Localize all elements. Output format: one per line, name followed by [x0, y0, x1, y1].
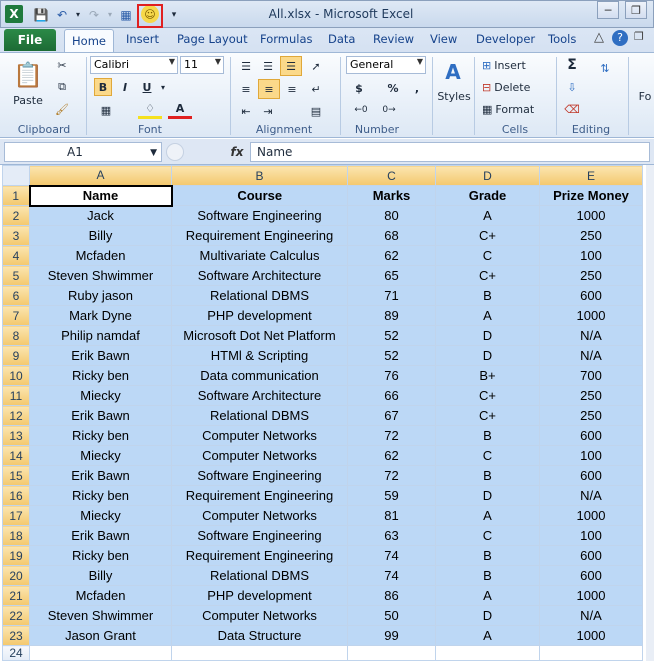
row-header[interactable]: 22: [3, 606, 30, 626]
cell-a2[interactable]: Jack: [30, 206, 172, 226]
empty-cell[interactable]: [348, 646, 436, 661]
format-cells-icon: ▦: [482, 102, 493, 116]
cell-e5[interactable]: 250: [540, 266, 643, 286]
row-header[interactable]: 10: [3, 366, 30, 386]
cell-b14[interactable]: Computer Networks: [172, 446, 348, 466]
row-header[interactable]: 14: [3, 446, 30, 466]
tab-home[interactable]: Home: [64, 29, 114, 52]
cell-a9[interactable]: Erik Bawn: [30, 346, 172, 366]
cut-icon[interactable]: ✂: [57, 58, 67, 72]
cell-a6[interactable]: Ruby jason: [30, 286, 172, 306]
cell-c19[interactable]: 74: [348, 546, 436, 566]
number-format-value: General: [350, 58, 394, 71]
cell-e11[interactable]: 250: [540, 386, 643, 406]
cell-b16[interactable]: Requirement Engineering: [172, 486, 348, 506]
paste-icon[interactable]: 📋: [13, 61, 43, 89]
align-right-icon[interactable]: ≡: [287, 82, 297, 96]
cell-b12[interactable]: Relational DBMS: [172, 406, 348, 426]
tab-formulas[interactable]: Formulas: [260, 32, 313, 46]
table-row: [3, 226, 643, 246]
cell-d9[interactable]: D: [436, 346, 540, 366]
cell-b22[interactable]: Computer Networks: [172, 606, 348, 626]
table-row: [3, 266, 643, 286]
empty-cell[interactable]: [30, 646, 172, 661]
cell-c6[interactable]: 71: [348, 286, 436, 306]
undo-dropdown-icon[interactable]: ▾: [75, 10, 80, 19]
cell-b2[interactable]: Software Engineering: [172, 206, 348, 226]
clear-icon[interactable]: ⌫: [564, 102, 580, 116]
cell-d10[interactable]: B+: [436, 366, 540, 386]
row-header[interactable]: 19: [3, 546, 30, 566]
restore-icon[interactable]: ❐: [625, 1, 647, 19]
cell-e23[interactable]: 1000: [540, 626, 643, 646]
tab-developer[interactable]: Developer: [476, 32, 536, 46]
column-header-e[interactable]: E: [540, 166, 643, 186]
cell-c15[interactable]: 72: [348, 466, 436, 486]
customize-toolbar-icon[interactable]: ▾: [171, 9, 177, 20]
cell-c21[interactable]: 86: [348, 586, 436, 606]
cell-a5[interactable]: Steven Shwimmer: [30, 266, 172, 286]
align-bottom-icon[interactable]: ☰: [280, 56, 302, 76]
cell-e9[interactable]: N/A: [540, 346, 643, 366]
table-row: [3, 386, 643, 406]
styles-icon[interactable]: A: [445, 60, 461, 84]
table-row: [3, 286, 643, 306]
group-separator: [628, 57, 629, 135]
cell-c16[interactable]: 59: [348, 486, 436, 506]
formula-bar: [0, 139, 654, 165]
table-row: [3, 326, 643, 346]
tab-view[interactable]: View: [430, 32, 458, 46]
cell-c10[interactable]: 76: [348, 366, 436, 386]
cell-c9[interactable]: 52: [348, 346, 436, 366]
cell-e17[interactable]: 1000: [540, 506, 643, 526]
delete-cells-icon: ⊟: [482, 80, 492, 94]
column-header-a[interactable]: A: [30, 166, 172, 186]
cell-d22[interactable]: D: [436, 606, 540, 626]
underline-dropdown-icon[interactable]: ▾: [160, 82, 165, 92]
row-header[interactable]: 2: [3, 206, 30, 226]
decrease-decimal-icon[interactable]: 0→: [382, 105, 396, 115]
font-size-select[interactable]: [180, 56, 224, 74]
cell-e19[interactable]: 600: [540, 546, 643, 566]
cell-e1[interactable]: Prize Money: [540, 186, 643, 206]
tab-file[interactable]: File: [4, 29, 56, 51]
currency-button[interactable]: $: [355, 81, 363, 95]
cell-c5[interactable]: 65: [348, 266, 436, 286]
cell-e7[interactable]: 1000: [540, 306, 643, 326]
cell-e12[interactable]: 250: [540, 406, 643, 426]
cell-e3[interactable]: 250: [540, 226, 643, 246]
vertical-scrollbar[interactable]: [646, 165, 654, 661]
group-separator: [230, 57, 231, 135]
font-color-button[interactable]: A: [168, 101, 192, 119]
cell-b21[interactable]: PHP development: [172, 586, 348, 606]
cell-e10[interactable]: 700: [540, 366, 643, 386]
cell-a17[interactable]: Miecky: [30, 506, 172, 526]
cell-b20[interactable]: Relational DBMS: [172, 566, 348, 586]
cell-c13[interactable]: 72: [348, 426, 436, 446]
cell-d14[interactable]: C: [436, 446, 540, 466]
paste-button[interactable]: Paste: [13, 93, 43, 107]
row-header[interactable]: 11: [3, 386, 30, 406]
table-row: [3, 246, 643, 266]
underline-button[interactable]: U: [142, 80, 152, 94]
cell-b11[interactable]: Software Architecture: [172, 386, 348, 406]
cell-b6[interactable]: Relational DBMS: [172, 286, 348, 306]
cell-e6[interactable]: 600: [540, 286, 643, 306]
table-row: [3, 306, 643, 326]
borders-icon[interactable]: ▦: [100, 103, 112, 117]
table-row: [3, 546, 643, 566]
redo-icon[interactable]: ↷: [88, 7, 100, 22]
cell-c17[interactable]: 81: [348, 506, 436, 526]
cell-a4[interactable]: Mcfaden: [30, 246, 172, 266]
cell-d3[interactable]: C+: [436, 226, 540, 246]
cell-a3[interactable]: Billy: [30, 226, 172, 246]
format-cells-label: Format: [495, 102, 535, 116]
orientation-icon[interactable]: ➚: [311, 59, 321, 73]
formula-input[interactable]: Name: [250, 142, 650, 162]
cell-d17[interactable]: A: [436, 506, 540, 526]
cell-d13[interactable]: B: [436, 426, 540, 446]
table-row: [3, 646, 643, 661]
row-header[interactable]: 1: [3, 186, 30, 206]
table-row: [3, 486, 643, 506]
cell-d4[interactable]: C: [436, 246, 540, 266]
row-header[interactable]: 17: [3, 506, 30, 526]
align-center-icon[interactable]: ≡: [258, 79, 280, 99]
insert-cells-label: Insert: [494, 58, 526, 72]
spreadsheet-grid: [2, 165, 643, 661]
cell-e14[interactable]: 100: [540, 446, 643, 466]
smiley-icon[interactable]: ☺: [141, 5, 159, 23]
comma-button[interactable]: ,: [414, 81, 420, 95]
table-row: [3, 566, 643, 586]
cell-b8[interactable]: Microsoft Dot Net Platform: [172, 326, 348, 346]
group-separator: [432, 57, 433, 135]
minimize-icon[interactable]: ─: [597, 1, 619, 19]
font-name-select[interactable]: [90, 56, 178, 74]
cell-e18[interactable]: 100: [540, 526, 643, 546]
cell-b3[interactable]: Requirement Engineering: [172, 226, 348, 246]
select-all-corner[interactable]: [3, 166, 30, 186]
row-header[interactable]: 7: [3, 306, 30, 326]
cell-d23[interactable]: A: [436, 626, 540, 646]
cell-e20[interactable]: 600: [540, 566, 643, 586]
cell-b13[interactable]: Computer Networks: [172, 426, 348, 446]
row-header[interactable]: 23: [3, 626, 30, 646]
row-header[interactable]: 5: [3, 266, 30, 286]
cell-d7[interactable]: A: [436, 306, 540, 326]
excel-logo-icon[interactable]: X: [5, 5, 23, 23]
cell-a12[interactable]: Erik Bawn: [30, 406, 172, 426]
fill-color-icon[interactable]: ♢: [138, 101, 162, 119]
group-separator: [556, 57, 557, 135]
form-icon[interactable]: ▦: [120, 7, 132, 22]
table-row: [3, 366, 643, 386]
table-row: [3, 186, 643, 206]
group-separator: [340, 57, 341, 135]
column-header-d[interactable]: D: [436, 166, 540, 186]
cell-e22[interactable]: N/A: [540, 606, 643, 626]
delete-cells-label: Delete: [494, 80, 531, 94]
cell-b19[interactable]: Requirement Engineering: [172, 546, 348, 566]
styles-button[interactable]: Styles: [437, 89, 471, 103]
align-left-icon[interactable]: ≡: [241, 82, 251, 96]
align-middle-icon[interactable]: ☰: [263, 59, 273, 73]
empty-cell[interactable]: [436, 646, 540, 661]
row-header[interactable]: 20: [3, 566, 30, 586]
cell-a13[interactable]: Ricky ben: [30, 426, 172, 446]
sort-filter-icon[interactable]: ⇅: [600, 61, 610, 75]
merge-center-icon[interactable]: ▤: [310, 104, 322, 118]
row-header[interactable]: 18: [3, 526, 30, 546]
row-header[interactable]: 13: [3, 426, 30, 446]
cell-a21[interactable]: Mcfaden: [30, 586, 172, 606]
cell-a14[interactable]: Miecky: [30, 446, 172, 466]
cell-a20[interactable]: Billy: [30, 566, 172, 586]
percent-button[interactable]: %: [387, 81, 399, 95]
column-header-b[interactable]: B: [172, 166, 348, 186]
table-row: [3, 446, 643, 466]
cell-d5[interactable]: C+: [436, 266, 540, 286]
cell-d19[interactable]: B: [436, 546, 540, 566]
cell-d1[interactable]: Grade: [436, 186, 540, 206]
highlight-box: [137, 4, 163, 28]
insert-cells-icon: ⊞: [482, 58, 492, 72]
empty-cell[interactable]: [540, 646, 643, 661]
cell-c12[interactable]: 67: [348, 406, 436, 426]
wrap-text-icon[interactable]: ↵: [311, 82, 321, 96]
cell-d11[interactable]: C+: [436, 386, 540, 406]
cell-d21[interactable]: A: [436, 586, 540, 606]
cell-c1[interactable]: Marks: [348, 186, 436, 206]
cell-a11[interactable]: Miecky: [30, 386, 172, 406]
cell-b5[interactable]: Software Architecture: [172, 266, 348, 286]
font-name-value: Calibri: [94, 58, 130, 71]
cell-b18[interactable]: Software Engineering: [172, 526, 348, 546]
row-header[interactable]: 24: [3, 646, 30, 661]
italic-button[interactable]: I: [122, 80, 128, 94]
cell-e8[interactable]: N/A: [540, 326, 643, 346]
fill-icon[interactable]: ⇩: [567, 80, 577, 94]
cell-d15[interactable]: B: [436, 466, 540, 486]
copy-icon[interactable]: ⧉: [58, 80, 66, 93]
cell-d20[interactable]: B: [436, 566, 540, 586]
cell-b9[interactable]: HTMl & Scripting: [172, 346, 348, 366]
undo-icon[interactable]: ↶: [56, 7, 68, 22]
cell-b17[interactable]: Computer Networks: [172, 506, 348, 526]
table-row: [3, 586, 643, 606]
cell-a8[interactable]: Philip namdaf: [30, 326, 172, 346]
help-icon[interactable]: ?: [612, 30, 628, 46]
cell-a7[interactable]: Mark Dyne: [30, 306, 172, 326]
cell-b7[interactable]: PHP development: [172, 306, 348, 326]
ribbon: [0, 52, 654, 138]
name-box[interactable]: [4, 142, 162, 162]
chevron-down-icon: ▼: [214, 57, 221, 66]
cell-c8[interactable]: 52: [348, 326, 436, 346]
table-row: [3, 346, 643, 366]
cell-c23[interactable]: 99: [348, 626, 436, 646]
cell-c2[interactable]: 80: [348, 206, 436, 226]
chevron-down-icon: ▼: [416, 57, 423, 66]
cell-a22[interactable]: Steven Shwimmer: [30, 606, 172, 626]
ribbon-tabs: [0, 28, 654, 52]
increase-decimal-icon[interactable]: ←0: [354, 105, 368, 115]
cell-a16[interactable]: Ricky ben: [30, 486, 172, 506]
autosum-icon[interactable]: Σ: [567, 57, 577, 73]
table-row: [3, 426, 643, 446]
cell-b4[interactable]: Multivariate Calculus: [172, 246, 348, 266]
redo-dropdown-icon[interactable]: ▾: [107, 10, 112, 19]
save-icon[interactable]: 💾: [33, 7, 49, 22]
format-cells-button[interactable]: [482, 100, 546, 118]
more-group-label[interactable]: Fo: [638, 89, 652, 103]
decrease-indent-icon[interactable]: ⇤: [241, 104, 251, 118]
cell-c20[interactable]: 74: [348, 566, 436, 586]
table-row: [3, 606, 643, 626]
table-row: [3, 466, 643, 486]
row-header[interactable]: 15: [3, 466, 30, 486]
insert-function-icon[interactable]: fx: [230, 145, 244, 159]
cell-a23[interactable]: Jason Grant: [30, 626, 172, 646]
cell-d12[interactable]: C+: [436, 406, 540, 426]
align-top-icon[interactable]: ☰: [241, 59, 251, 73]
cell-a10[interactable]: Ricky ben: [30, 366, 172, 386]
alignment-group-label: Alignment: [255, 123, 313, 136]
format-painter-icon[interactable]: 🖌: [55, 102, 69, 116]
delete-cells-button[interactable]: [482, 78, 542, 96]
cell-e21[interactable]: 1000: [540, 586, 643, 606]
row-header[interactable]: 3: [3, 226, 30, 246]
row-header[interactable]: 12: [3, 406, 30, 426]
cell-e15[interactable]: 600: [540, 466, 643, 486]
cell-d16[interactable]: D: [436, 486, 540, 506]
number-format-select[interactable]: [346, 56, 426, 74]
table-row: [3, 626, 643, 646]
insert-cells-button[interactable]: [482, 56, 542, 74]
cell-d6[interactable]: B: [436, 286, 540, 306]
row-header[interactable]: 16: [3, 486, 30, 506]
row-header[interactable]: 21: [3, 586, 30, 606]
cell-b1[interactable]: Course: [172, 186, 348, 206]
cell-a18[interactable]: Erik Bawn: [30, 526, 172, 546]
cell-c4[interactable]: 62: [348, 246, 436, 266]
chevron-down-icon: ▼: [168, 57, 175, 66]
tab-page-layout[interactable]: Page Layout: [177, 32, 248, 46]
cell-d8[interactable]: D: [436, 326, 540, 346]
table-row: [3, 206, 643, 226]
tab-review[interactable]: Review: [373, 32, 415, 46]
cell-d18[interactable]: C: [436, 526, 540, 546]
cell-e16[interactable]: N/A: [540, 486, 643, 506]
group-separator: [474, 57, 475, 135]
cell-e2[interactable]: 1000: [540, 206, 643, 226]
cell-b10[interactable]: Data communication: [172, 366, 348, 386]
cell-c3[interactable]: 68: [348, 226, 436, 246]
cell-b15[interactable]: Software Engineering: [172, 466, 348, 486]
table-row: [3, 526, 643, 546]
window-title: All.xlsx - Microsoft Excel: [268, 7, 414, 21]
group-separator: [86, 57, 87, 135]
cell-c18[interactable]: 63: [348, 526, 436, 546]
font-size-value: 11: [184, 58, 198, 71]
cells-group-label: Cells: [501, 123, 529, 136]
cell-a19[interactable]: Ricky ben: [30, 546, 172, 566]
row-header[interactable]: 4: [3, 246, 30, 266]
chevron-down-icon: ▼: [150, 148, 157, 158]
row-header[interactable]: 8: [3, 326, 30, 346]
name-box-value: A1: [67, 145, 83, 159]
cell-d2[interactable]: A: [436, 206, 540, 226]
increase-indent-icon[interactable]: ⇥: [263, 104, 273, 118]
bold-button[interactable]: B: [94, 78, 112, 96]
table-row: [3, 506, 643, 526]
cell-e13[interactable]: 600: [540, 426, 643, 446]
tab-insert[interactable]: Insert: [126, 32, 159, 46]
tab-data[interactable]: Data: [328, 32, 356, 46]
cell-c11[interactable]: 66: [348, 386, 436, 406]
cell-c22[interactable]: 50: [348, 606, 436, 626]
table-row: [3, 406, 643, 426]
cell-a15[interactable]: Erik Bawn: [30, 466, 172, 486]
tab-tools[interactable]: Tools: [548, 32, 577, 46]
cell-c14[interactable]: 62: [348, 446, 436, 466]
clipboard-group-label: Clipboard: [17, 123, 71, 136]
cell-a1[interactable]: Name: [30, 186, 172, 206]
expand-icon[interactable]: [166, 143, 184, 161]
font-group-label: Font: [138, 123, 162, 136]
title-bar: [0, 0, 654, 28]
cell-c7[interactable]: 89: [348, 306, 436, 326]
ribbon-collapse-icon[interactable]: △: [594, 30, 604, 45]
cell-e4[interactable]: 100: [540, 246, 643, 266]
cell-b23[interactable]: Data Structure: [172, 626, 348, 646]
window-restore-icon[interactable]: ❐: [634, 30, 644, 43]
row-header[interactable]: 9: [3, 346, 30, 366]
column-header-c[interactable]: C: [348, 166, 436, 186]
number-group-label: Number: [354, 123, 400, 136]
row-header[interactable]: 6: [3, 286, 30, 306]
empty-cell[interactable]: [172, 646, 348, 661]
editing-group-label: Editing: [571, 123, 611, 136]
